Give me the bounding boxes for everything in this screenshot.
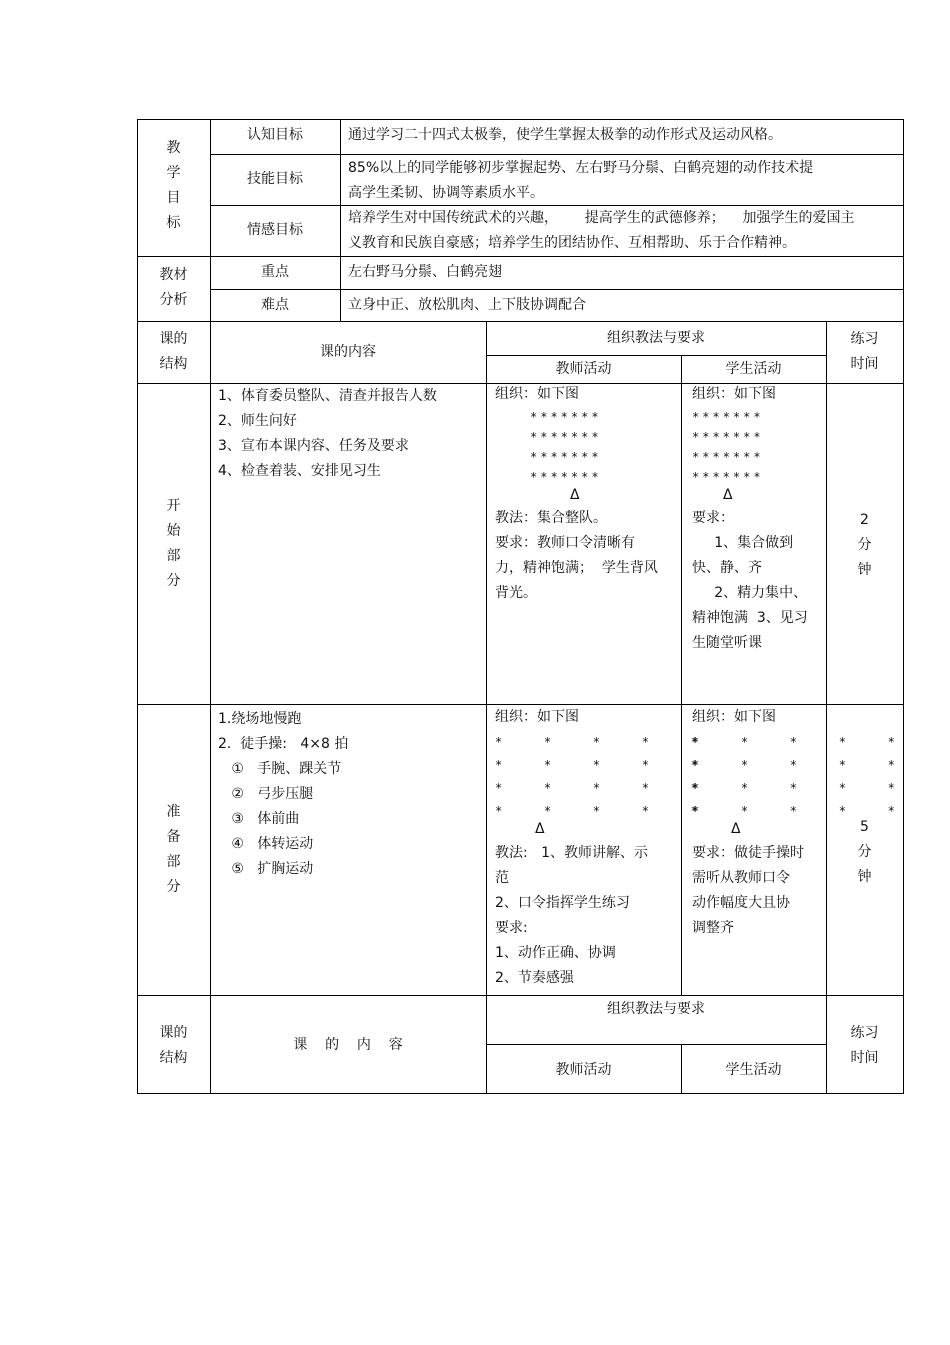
student-header: 学生活动 [725,361,782,377]
prep-teacher-formation: * * * * * * * * * * * * * * * * * * * * [495,735,703,818]
start-student-text: 要求： 1、集合做到 快、静、齐 2、精力集中、 精神饱满 3、见习 生随堂听课 [692,510,808,651]
start-teacher-org: 组织：如下图 [495,386,579,402]
footer-org-header: 组织教法与要求 [607,1001,705,1017]
start-student-mark: Δ [723,487,733,503]
footer-student-header: 学生活动 [725,1062,782,1078]
start-student-formation: ******* ******* ******* ******* [692,410,764,484]
footer-content-header: 课 的 内 容 [293,1037,403,1053]
difficulty-label: 难点 [261,297,289,313]
time-header: 练习 时间 [850,331,879,372]
key-point-text: 左右野马分鬃、白鹤亮翅 [348,264,502,280]
prep-teacher-mark: Δ [535,821,545,837]
table-border [137,256,904,257]
table-border [486,1044,827,1045]
table-border [681,355,682,995]
start-teacher-mark: Δ [570,487,580,503]
key-point-label: 重点 [261,264,289,280]
footer-structure-header: 课的 结构 [159,1025,188,1066]
cognitive-objective-label: 认知目标 [247,127,303,143]
prep-student-mark: Δ [731,821,741,837]
table-border [210,289,904,290]
start-section-label: 开 始 部 分 [166,498,181,589]
skill-objective-text: 85%以上的同学能够初步掌握起势、左右野马分鬃、白鹤亮翅的动作技术提 高学生柔韧、协调等素质水平。 [348,160,814,201]
start-teacher-formation: ******* ******* ******* ******* [530,410,602,484]
affective-objective-text: 培养学生对中国传统武术的兴趣， 提高学生的武德修养； 加强学生的爱国主 义教育和民族自豪感；培养学生的团结协作、互相帮助、乐于合作精神。 [348,210,855,251]
objectives-label: 教 学 目 标 [166,140,181,231]
footer-teacher-header: 教师活动 [555,1062,612,1078]
org-header: 组织教法与要求 [607,330,705,346]
prep-section-label: 准 备 部 分 [166,804,181,895]
table-border [137,119,904,120]
prep-student-text: 要求：做徒手操时 需听从教师口令 动作幅度大且协 调整齐 [692,845,804,936]
skill-objective-label: 技能目标 [247,171,303,187]
material-label: 教材 分析 [159,267,188,308]
start-content: 1、体育委员整队、清查并报告人数 2、师生问好 3、宣布本课内容、任务及要求 4、检查着装、安排见习生 [218,388,437,479]
prep-time: 5 分 钟 [857,819,872,885]
table-border [137,1093,904,1094]
structure-header: 课的 结构 [159,331,188,372]
start-teacher-text: 教法：集合整队。 要求：教师口令清晰有 力，精神饱满； 学生背风 背光。 [495,510,658,601]
table-border [826,321,827,1094]
prep-student-formation: * * * * * * * * * * * * * * * * * * * * [692,735,900,818]
prep-teacher-org: 组织：如下图 [495,709,579,725]
start-time: 2 分 钟 [857,512,872,578]
footer-time-header: 练习 时间 [850,1025,879,1066]
start-student-org: 组织：如下图 [692,386,776,402]
table-border [340,119,341,321]
content-header: 课的内容 [320,344,376,360]
table-border [486,355,827,356]
table-border [210,154,904,155]
prep-content: 1.绕场地慢跑 2. 徒手操: 4×8 拍 ① 手腕、踝关节 ② 弓步压腿 ③ 体前曲 ④ 体转运动 ⑤ 扩胸运动 [218,711,349,877]
table-border [137,995,904,996]
prep-student-org: 组织：如下图 [692,709,776,725]
table-border [903,119,904,1094]
table-border [486,321,487,1094]
affective-objective-label: 情感目标 [247,222,303,238]
cognitive-objective-text: 通过学习二十四式太极拳，使学生掌握太极拳的动作形式及运动风格。 [348,127,782,143]
teacher-header: 教师活动 [555,361,612,377]
table-border [137,321,904,322]
difficulty-text: 立身中正、放松肌肉、上下肢协调配合 [348,297,586,313]
prep-teacher-text: 教法: 1、教师讲解、示 范 2、口令指挥学生练习 要求: 1、动作正确、协调 2、节奏感强 [495,845,648,986]
